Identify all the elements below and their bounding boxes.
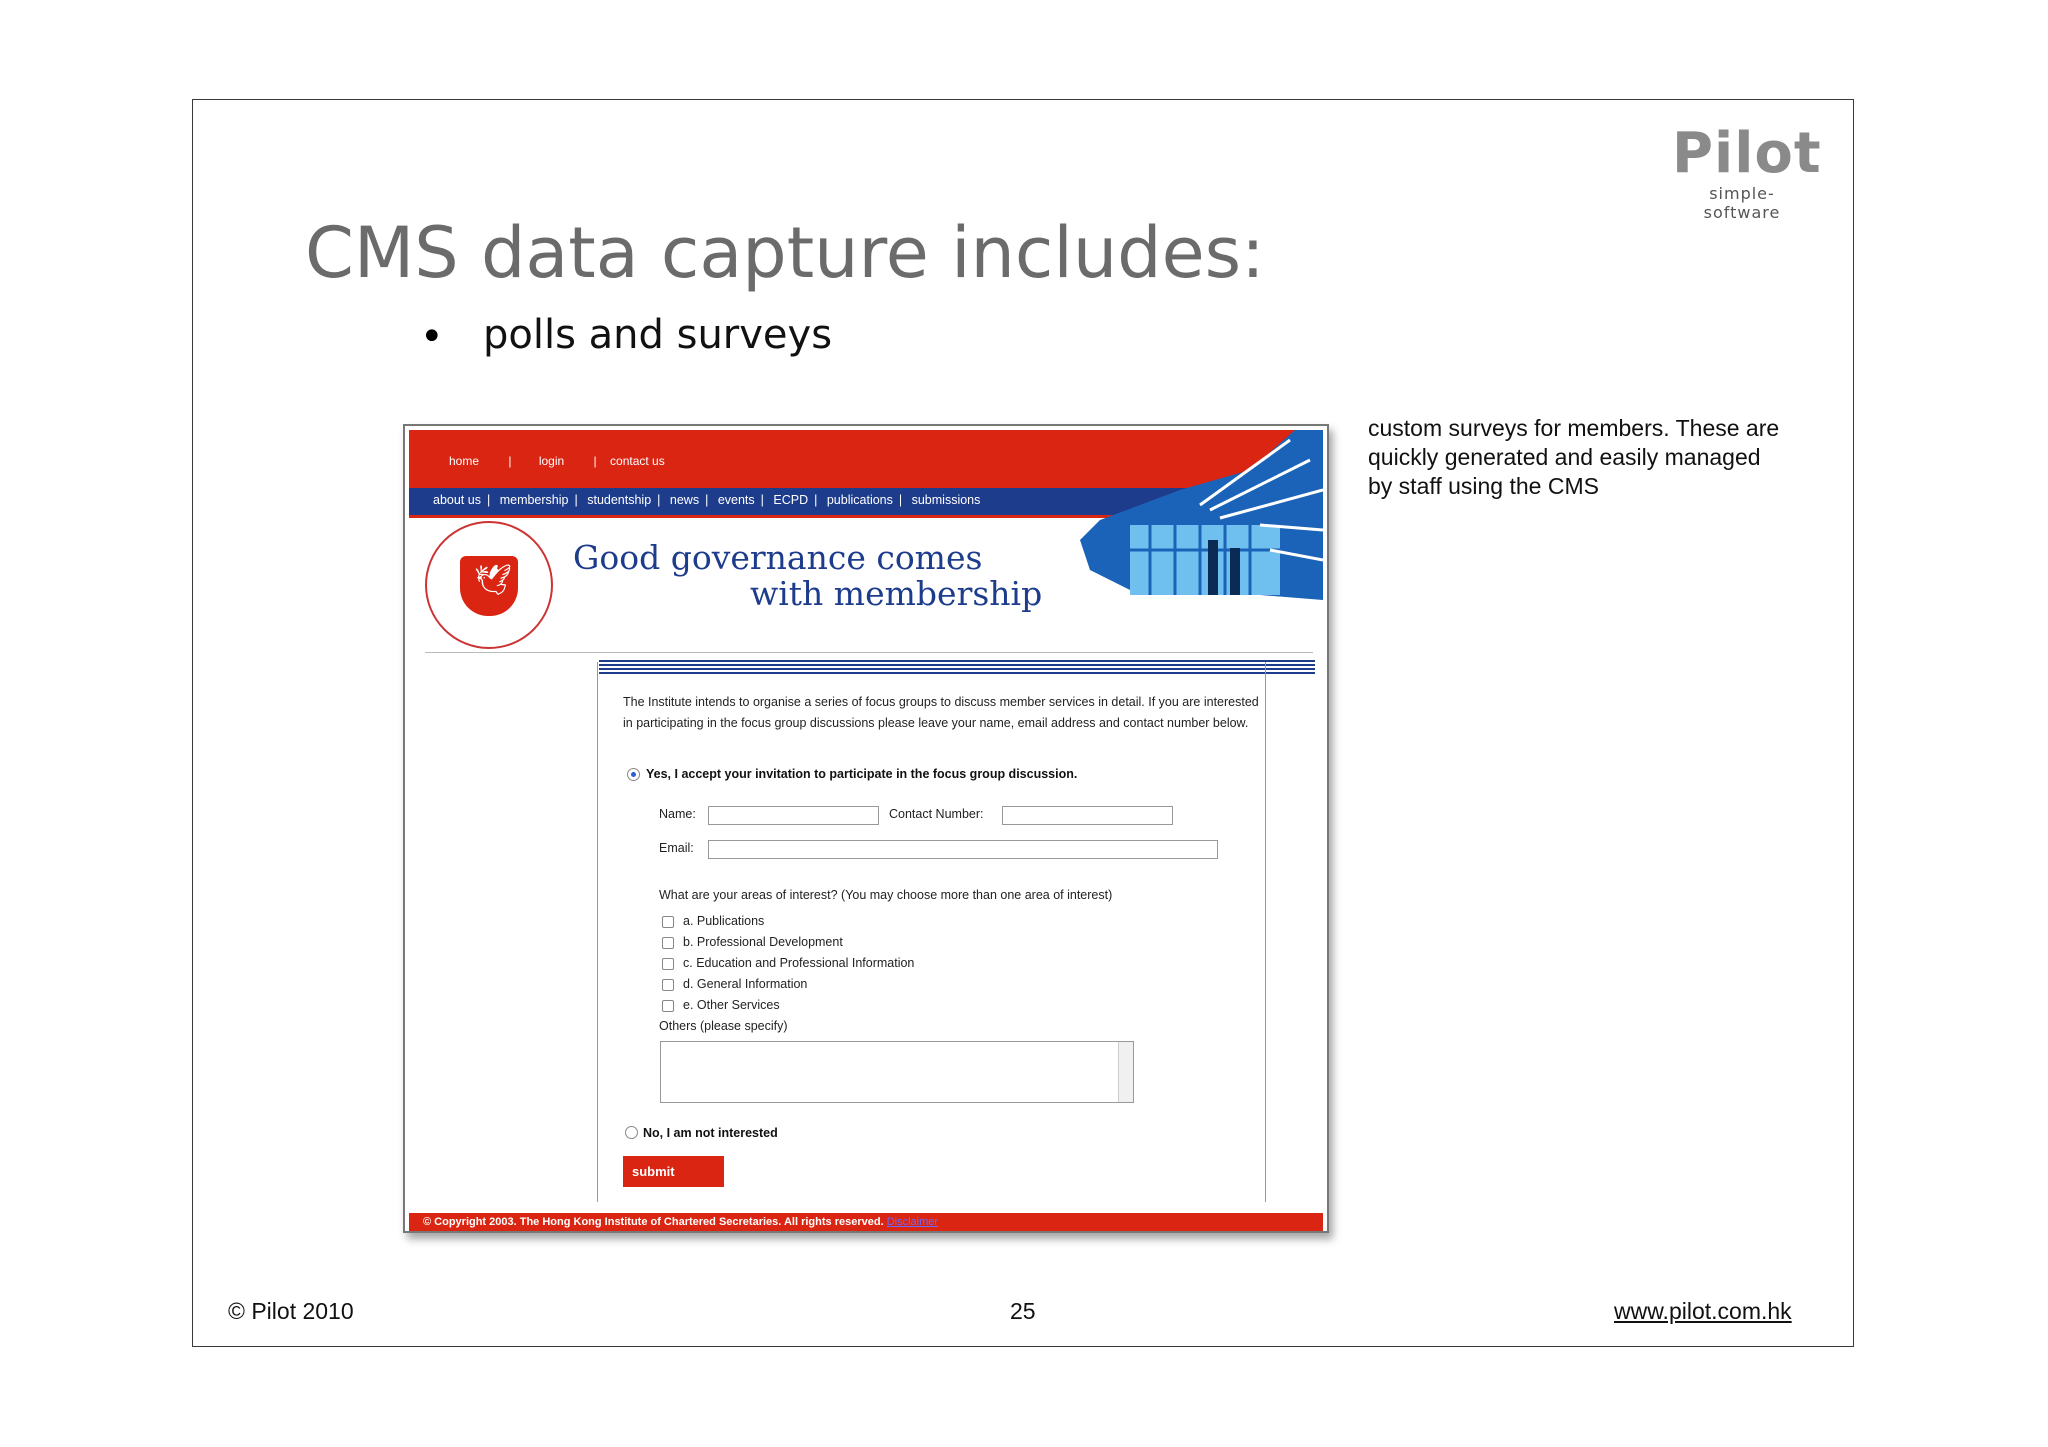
interest-label: e. Other Services: [683, 998, 780, 1012]
nav-separator: |: [657, 493, 661, 507]
survey-intro: The Institute intends to organise a series of focus groups to discuss member services in detail. If you are interested in participating in the focus group discussions please leave your name, email address and contact number below.: [623, 695, 1259, 730]
top-nav: [449, 454, 691, 468]
nav-ecpd[interactable]: ECPD: [773, 493, 809, 507]
contact-number-label: Contact Number:: [889, 807, 984, 821]
footer-copyright: © Pilot 2010: [228, 1298, 354, 1324]
nav-login-link[interactable]: login: [538, 454, 565, 468]
nav-news[interactable]: news: [669, 493, 700, 507]
name-label: Name:: [659, 807, 696, 821]
nav-separator: |: [898, 493, 903, 507]
bird-icon: 🕊: [474, 564, 513, 597]
interest-checkbox[interactable]: [662, 1000, 674, 1012]
interest-label: a. Publications: [683, 914, 765, 928]
nav-separator: |: [760, 493, 764, 507]
nav-contact-link[interactable]: contact us: [610, 454, 665, 468]
site-copyright-text: © Copyright 2003. The Hong Kong Institute of Chartered Secretaries. All rights reserved.: [423, 1216, 884, 1228]
slide-title: CMS data capture includes:: [305, 212, 1265, 294]
nav-home-link[interactable]: home: [449, 454, 480, 468]
contact-number-input[interactable]: [1002, 806, 1173, 825]
page-number: 25: [1010, 1298, 1036, 1324]
content-border-right: [1265, 662, 1266, 1202]
disclaimer-link[interactable]: Disclaimer: [886, 1216, 939, 1228]
nav-publications[interactable]: publications: [826, 493, 893, 507]
pilot-logo: [1672, 121, 1822, 222]
interest-checkbox[interactable]: [662, 979, 674, 991]
nav-separator: |: [508, 454, 512, 468]
decline-radio[interactable]: [625, 1126, 638, 1139]
nav-separator: |: [593, 454, 597, 468]
interest-label: d. General Information: [683, 977, 808, 991]
nav-separator: |: [486, 493, 491, 507]
bullet-text: polls and surveys: [483, 312, 833, 358]
nav-about-us[interactable]: about us: [433, 493, 481, 507]
site-copyright-bar: [409, 1213, 1323, 1231]
nav-submissions[interactable]: submissions: [911, 493, 981, 507]
tagline-line-1: Good governance comes: [573, 538, 983, 577]
textarea-scrollbar[interactable]: [1118, 1042, 1133, 1102]
interest-question: What are your areas of interest? (You may choose more than one area of interest): [659, 888, 1113, 902]
interest-checkbox[interactable]: [662, 958, 674, 970]
submit-button[interactable]: submit: [623, 1156, 724, 1187]
logo-tagline: simple-software: [1703, 184, 1781, 222]
name-input[interactable]: [708, 806, 879, 825]
tagline-line-2: with membership: [750, 574, 1043, 613]
interest-checkbox[interactable]: [662, 937, 674, 949]
interest-label: c. Education and Professional Information: [683, 956, 915, 970]
footer-url-link[interactable]: www.pilot.com.hk: [1614, 1298, 1792, 1324]
nav-separator: |: [705, 493, 709, 507]
logo-wordmark: Pilot: [1672, 121, 1822, 186]
header-skyline-image: [1060, 430, 1323, 670]
email-input[interactable]: [708, 840, 1218, 859]
nav-separator: |: [574, 493, 578, 507]
header-divider: [425, 652, 1313, 653]
interest-checkbox[interactable]: [662, 916, 674, 928]
nav-events[interactable]: events: [717, 493, 755, 507]
institute-emblem: [425, 521, 553, 649]
nav-membership[interactable]: membership: [499, 493, 569, 507]
accept-label: Yes, I accept your invitation to participate in the focus group discussion.: [646, 767, 1078, 781]
content-border-left: [597, 662, 598, 1202]
others-label: Others (please specify): [659, 1019, 788, 1033]
decline-label: No, I am not interested: [643, 1126, 778, 1140]
nav-separator: |: [814, 493, 818, 507]
interest-label: b. Professional Development: [683, 935, 843, 949]
email-label: Email:: [659, 841, 694, 855]
content-rule: [599, 660, 1315, 674]
accept-radio[interactable]: [627, 768, 640, 781]
side-note: custom surveys for members. These are quickly generated and easily managed by staff using the CMS: [1368, 415, 1780, 499]
others-textarea[interactable]: [660, 1041, 1134, 1103]
website-screenshot: [403, 424, 1329, 1233]
bullet-dot: •: [420, 314, 444, 360]
nav-studentship[interactable]: studentship: [587, 493, 652, 507]
